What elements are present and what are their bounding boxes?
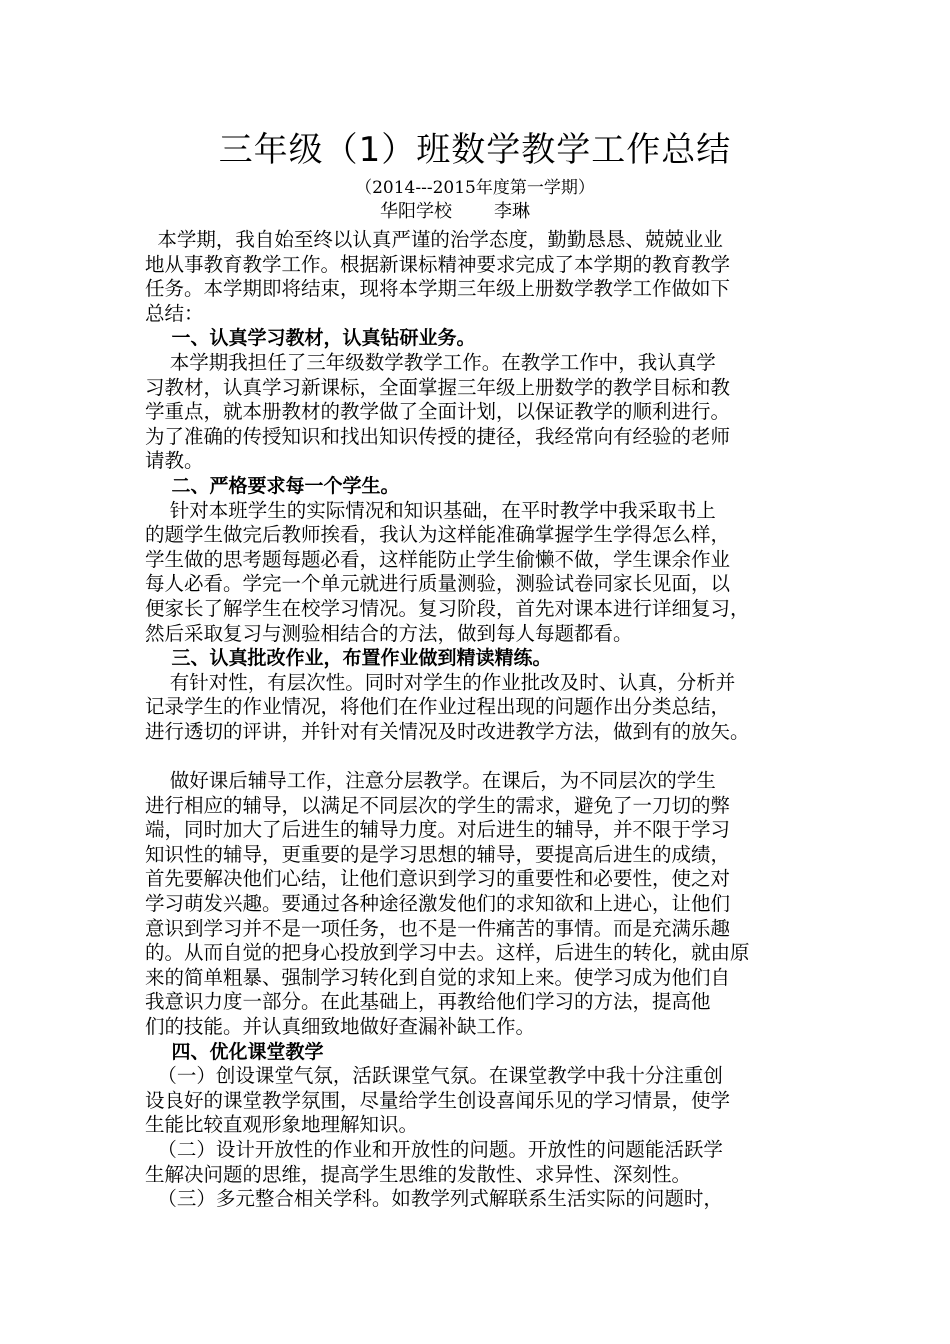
document-subtitle: （2014---2015年度第一学期）: [355, 178, 595, 198]
section-heading: 四、优化课堂教学: [145, 1040, 324, 1063]
paragraph-line: 然后采取复习与测验相结合的方法，做到每人每题都看。: [145, 621, 633, 645]
paragraph-line: 知识性的辅导，更重要的是学习思想的辅导，要提高后进生的成绩，: [145, 842, 731, 866]
paragraph-line: （二）设计开放性的作业和开放性的问题。开放性的问题能活跃学: [145, 1137, 723, 1161]
teacher-name: 李琳: [494, 201, 530, 222]
paragraph-line: 进行相应的辅导，以满足不同层次的学生的需求，避免了一刀切的弊: [145, 793, 731, 817]
paragraph-line: 针对本班学生的实际情况和知识基础，在平时教学中我采取书上: [145, 498, 716, 522]
paragraph-line: 每人必看。学完一个单元就进行质量测验，测验试卷同家长见面，以: [145, 572, 731, 596]
paragraph-line: 本学期，我自始至终以认真严谨的治学态度，勤勤恳恳、兢兢业业: [145, 228, 723, 251]
paragraph-line: 的题学生做完后教师挨看，我认为这样能准确掌握学生学得怎么样，: [145, 523, 731, 547]
paragraph-line: 便家长了解学生在校学习情况。复习阶段，首先对课本进行详细复习，: [145, 596, 750, 620]
paragraph-line: 学习萌发兴趣。要通过各种途径激发他们的求知欲和上进心，让他们: [145, 892, 731, 916]
paragraph-line: 地从事教育教学工作。根据新课标精神要求完成了本学期的教育教学: [145, 252, 731, 276]
author-line: [380, 200, 530, 224]
paragraph-line: （一）创设课堂气氛，活跃课堂气氛。在课堂教学中我十分注重创: [145, 1064, 723, 1088]
paragraph-line: 有针对性，有层次性。同时对学生的作业批改及时、认真，分析并: [145, 670, 736, 694]
paragraph-line: 总结：: [145, 301, 204, 325]
document-body: [145, 228, 825, 1212]
section-heading: 一、认真学习教材，认真钻研业务。: [145, 327, 476, 350]
paragraph-line: 进行透切的评讲，并针对有关情况及时改进教学方法，做到有的放矢。: [145, 719, 750, 743]
paragraph-line: 学重点，就本册教材的教学做了全面计划，以保证教学的顺利进行。: [145, 400, 731, 424]
paragraph-line: 们的技能。并认真细致地做好查漏补缺工作。: [145, 1015, 536, 1038]
paragraph-line: 来的简单粗暴、强制学习转化到自觉的求知上来。使学习成为他们自: [145, 965, 731, 989]
section-heading: 三、认真批改作业，布置作业做到精读精练。: [145, 647, 552, 670]
paragraph-line: 意识到学习并不是一项任务，也不是一件痛苦的事情。而是充满乐趣: [145, 916, 731, 940]
paragraph-line: 做好课后辅导工作，注意分层教学。在课后，为不同层次的学生: [145, 769, 716, 793]
school-name: 华阳学校: [380, 201, 452, 222]
paragraph-line: （三）多元整合相关学科。如教学列式解联系生活实际的问题时，: [145, 1187, 723, 1211]
paragraph-line: 设良好的课堂教学氛围，尽量给学生创设喜闻乐见的学习情景，使学: [145, 1088, 731, 1112]
paragraph-line: 的。从而自觉的把身心投放到学习中去。这样，后进生的转化，就由原: [145, 941, 750, 965]
paragraph-line: 学生做的思考题每题必看，这样能防止学生偷懒不做，学生课余作业: [145, 547, 731, 571]
paragraph-line: 首先要解决他们心结，让他们意识到学习的重要性和必要性，使之对: [145, 867, 731, 891]
paragraph-line: 端，同时加大了后进生的辅导力度。对后进生的辅导，并不限于学习: [145, 818, 731, 842]
paragraph-line: 习教材，认真学习新课标，全面掌握三年级上册数学的教学目标和教: [145, 375, 731, 399]
blank-line: [145, 744, 825, 769]
paragraph-line: 为了准确的传授知识和找出知识传授的捷径，我经常向有经验的老师: [145, 424, 731, 448]
paragraph-line: 任务。本学期即将结束，现将本学期三年级上册数学教学工作做如下: [145, 277, 731, 301]
paragraph-line: 我意识力度一部分。在此基础上，再教给他们学习的方法，提高他: [145, 990, 711, 1014]
document-title: 三年级（1）班数学教学工作总结: [218, 130, 732, 170]
section-heading: 二、严格要求每一个学生。: [145, 474, 400, 497]
paragraph-line: 本学期我担任了三年级数学教学工作。在教学工作中，我认真学: [145, 350, 716, 374]
paragraph-line: 生能比较直观形象地理解知识。: [145, 1113, 419, 1137]
paragraph-line: 生解决问题的思维，提高学生思维的发散性、求异性、深刻性。: [145, 1162, 692, 1186]
paragraph-line: 记录学生的作业情况，将他们在作业过程出现的问题作出分类总结，: [145, 695, 731, 719]
paragraph-line: 请教。: [145, 449, 204, 473]
